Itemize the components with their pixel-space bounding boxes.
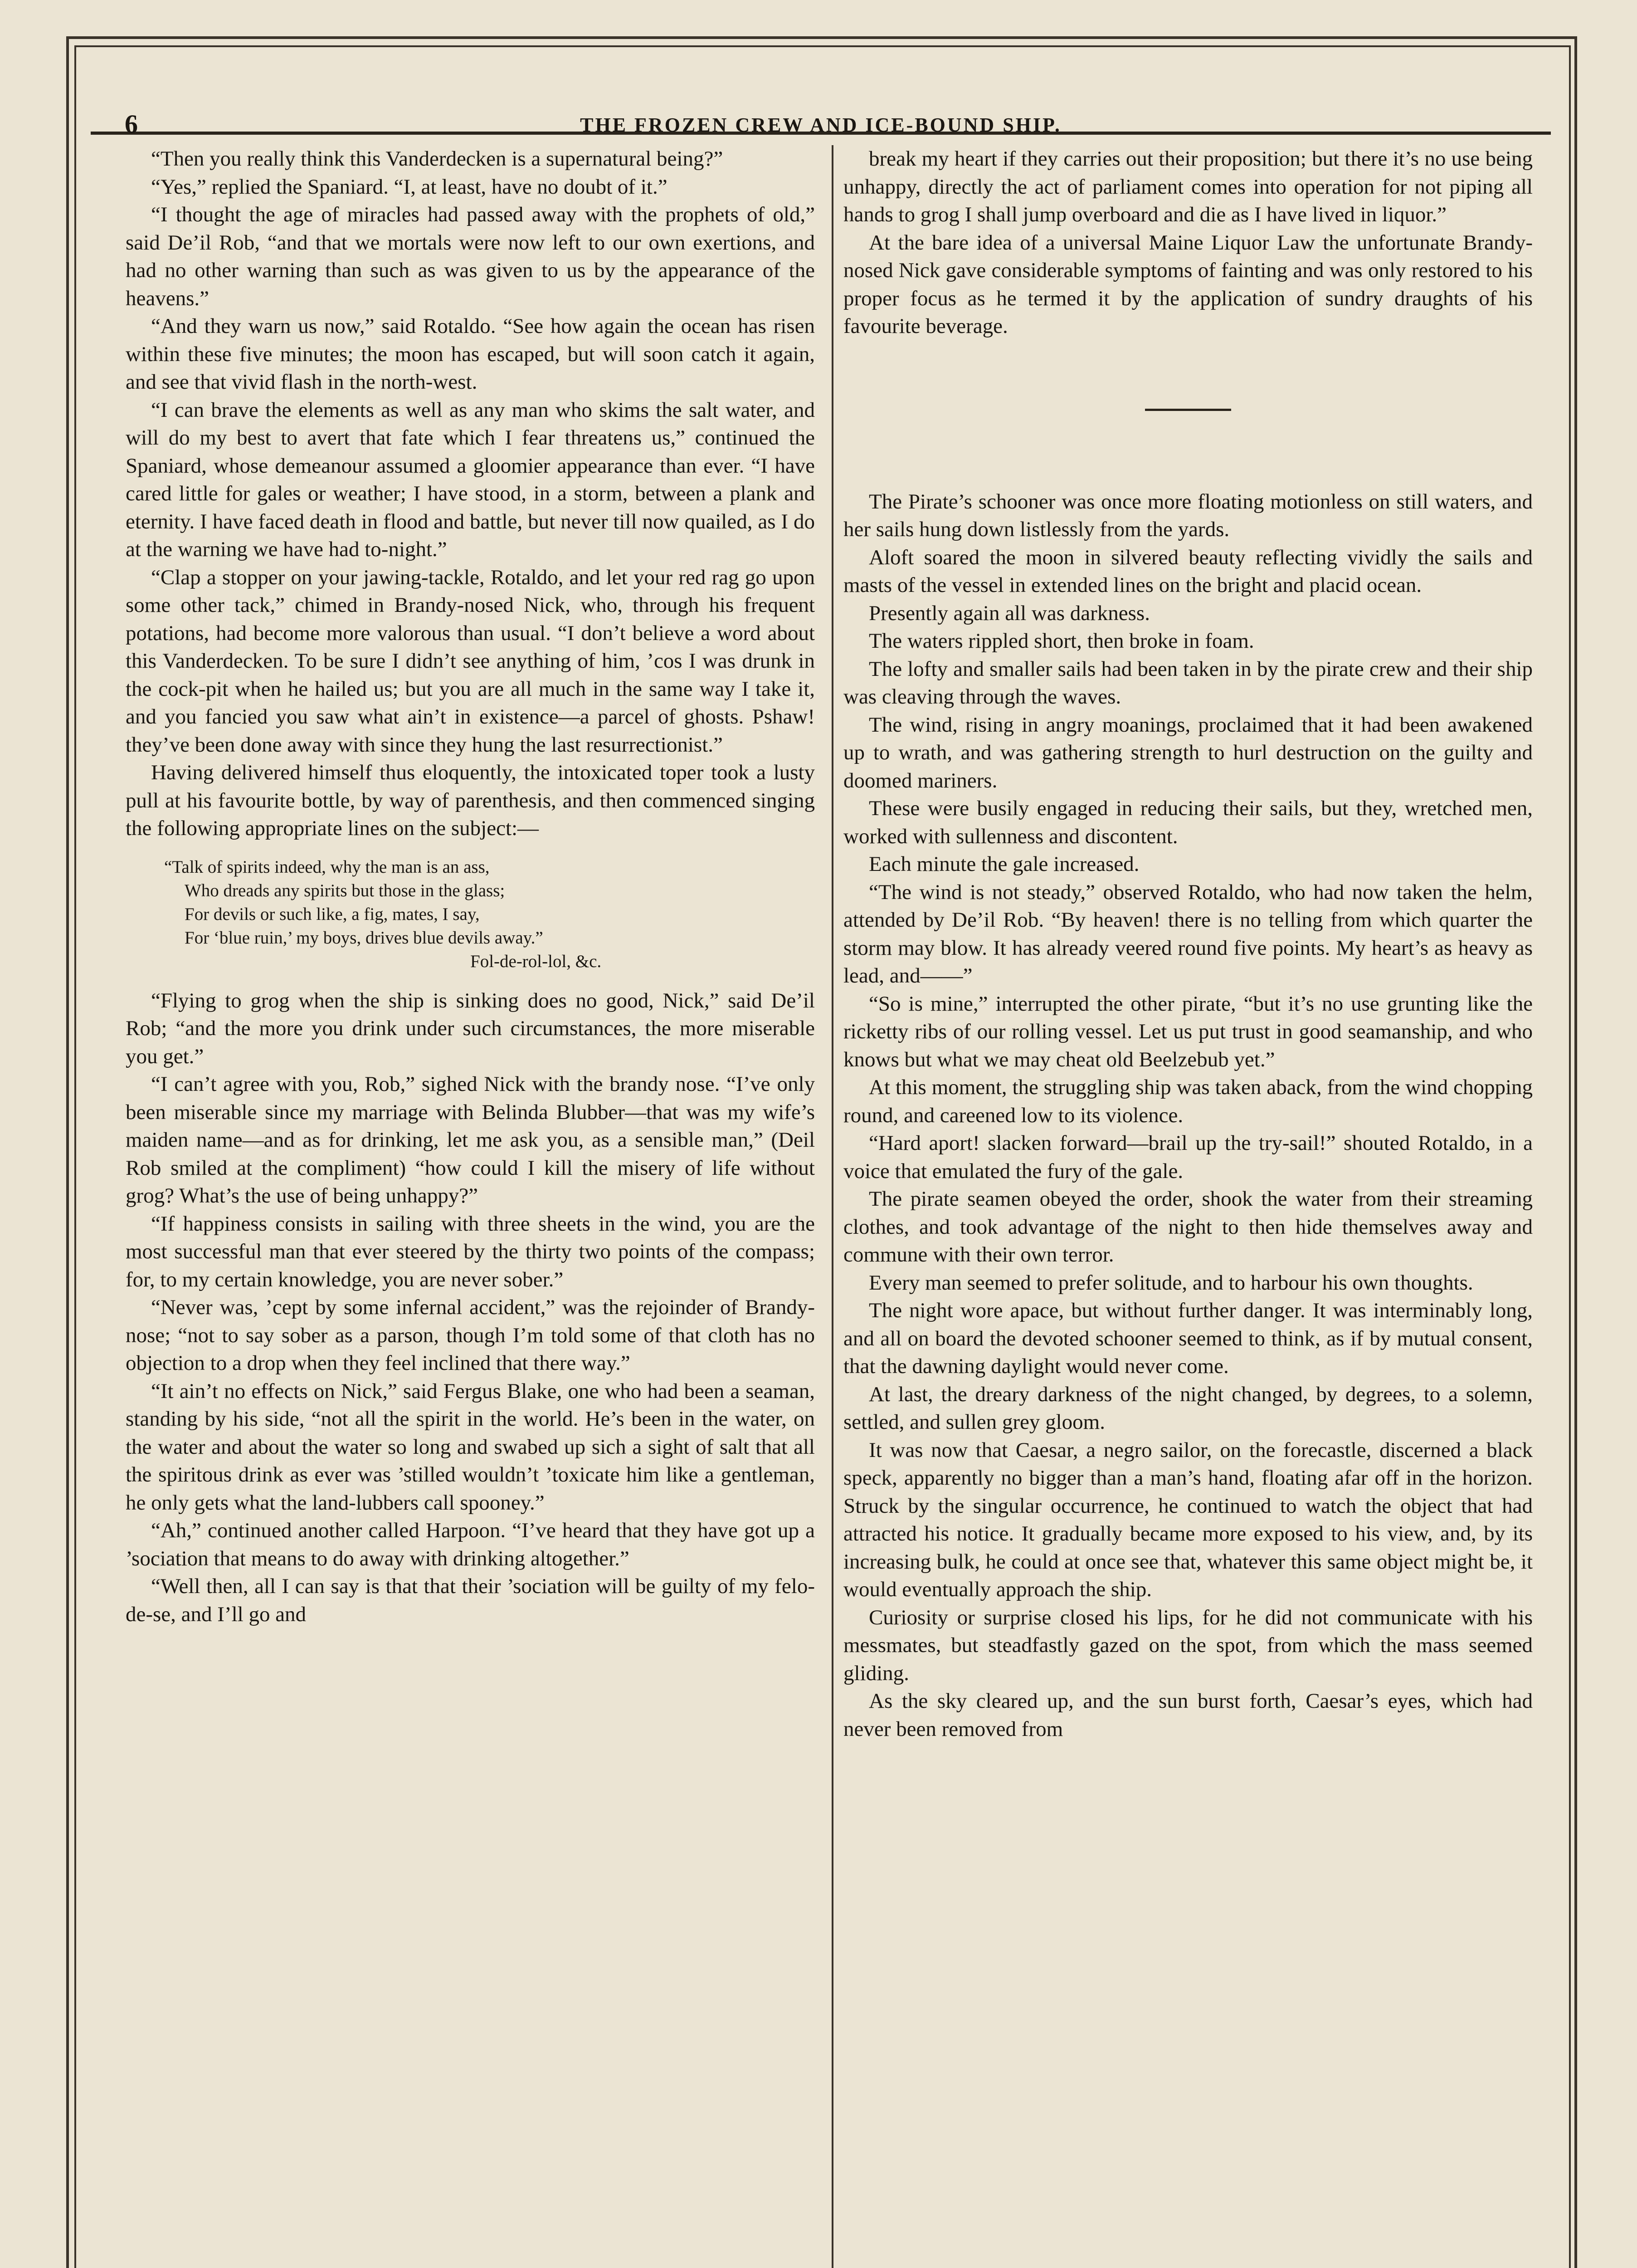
paragraph: The waters rippled short, then broke in foam. xyxy=(869,629,1254,653)
verse-refrain: Fol-de-rol-lol, &c. xyxy=(470,951,602,971)
paragraph: “Yes,” replied the Spaniard. “I, at least, have no doubt of it.” xyxy=(151,175,667,199)
page-number: 6 xyxy=(125,109,138,139)
paragraph: “Hard aport! slacken forward—brail up the try-sail!” shouted Rotaldo, in a voice that emulated the fury of the gale. xyxy=(843,1131,1533,1183)
paragraph: The night wore apace, but without further danger. It was interminably long, and all on board the devoted schooner seemed to think, as if by mutual consent, that the dawning daylight would never come. xyxy=(843,1299,1533,1378)
right-column xyxy=(843,145,1533,2268)
paragraph: “Then you really think this Vanderdecken is a supernatural being?” xyxy=(151,147,723,171)
column-divider xyxy=(832,145,833,2268)
paragraph: “I can brave the elements as well as any man who skims the salt water, and will do my best to avert that fate which I fear threatens us,” continued the Spaniard, whose demeanour assumed a gloomier appearance than ever. “I have cared little for gales or weather; I have stood, in a storm, between a plank and eternity. I have faced death in flood and battle, but never till now quailed, as I do at the warning we have had to-night.” xyxy=(126,398,815,561)
paragraph: “And they warn us now,” said Rotaldo. “See how again the ocean has risen within these five minutes; the moon has escaped, but will soon catch it again, and see that vivid flash in the north-west. xyxy=(126,314,815,394)
paragraph: “So is mine,” interrupted the other pirate, “but it’s no use grunting like the ricketty ribs of our rolling vessel. Let us put trust in good seamanship, and who knows but what we may cheat old Beelzebub yet.” xyxy=(843,992,1533,1071)
paragraph: break my heart if they carries out their proposition; but there it’s no use being unhappy, directly the act of parliament comes into operation for not piping all hands to grog I shall jump overboard and die as I have lived in liquor.” xyxy=(843,147,1533,226)
left-column xyxy=(126,145,815,2268)
verse-line: Who dreads any spirits but those in the glass; xyxy=(185,880,505,900)
paragraph: “Well then, all I can say is that that their ’sociation will be guilty of my felo-de-se, and I’ll go and xyxy=(126,1574,815,1626)
section-divider-rule xyxy=(1145,409,1231,411)
paragraph: Aloft soared the moon in silvered beauty reflecting vividly the sails and masts of the vessel in extended lines on the bright and placid ocean. xyxy=(843,545,1533,597)
paragraph: “Ah,” continued another called Harpoon. “I’ve heard that they have got up a ’sociation that means to do away with drinking altogether.” xyxy=(126,1519,815,1570)
page-header xyxy=(91,68,1551,139)
verse-line: For devils or such like, a fig, mates, I say, xyxy=(185,904,480,924)
paragraph: The lofty and smaller sails had been taken in by the pirate crew and their ship was cleaving through the waves. xyxy=(843,657,1533,709)
paragraph: “The wind is not steady,” observed Rotaldo, who had now taken the helm, attended by De’il Rob. “By heaven! there is no telling from which quarter the storm may blow. It has already veered round five points. My heart’s as heavy as lead, and——” xyxy=(843,880,1533,987)
paragraph: “Flying to grog when the ship is sinking does no good, Nick,” said De’il Rob; “and the more you drink under such circumstances, the more miserable you get.” xyxy=(126,988,815,1068)
verse-line: “Talk of spirits indeed, why the man is an ass, xyxy=(164,857,490,877)
paragraph: These were busily engaged in reducing their sails, but they, wretched men, worked with sullenness and discontent. xyxy=(843,797,1533,848)
paragraph: “Never was, ’cept by some infernal accident,” was the rejoinder of Brandy-nose; “not to say sober as a parson, though I’m told some of that cloth has no objection to a drop when they feel inclined that there way.” xyxy=(126,1295,815,1375)
paragraph: “If happiness consists in sailing with three sheets in the wind, you are the most successful man that ever steered by the thirty two points of the compass; for, to my certain knowledge, you are never sober.” xyxy=(126,1212,815,1291)
paragraph: The wind, rising in angry moanings, proclaimed that it had been awakened up to wrath, and was gathering strength to hurl destruction on the guilty and doomed mariners. xyxy=(843,713,1533,792)
paragraph: Presently again all was darkness. xyxy=(869,601,1150,625)
paragraph: At the bare idea of a universal Maine Liquor Law the unfortunate Brandy-nosed Nick gave considerable symptoms of fainting and was only restored to his proper focus as he termed it by the application of sundry draughts of his favourite beverage. xyxy=(843,230,1533,338)
paragraph: “I can’t agree with you, Rob,” sighed Nick with the brandy nose. “I’ve only been miserable since my marriage with Belinda Blubber—that was my wife’s maiden name—and as for drinking, let me ask you, as a sensible man,” (Deil Rob smiled at the compliment) “how could I kill the misery of life without grog? What’s the use of being unhappy?” xyxy=(126,1072,815,1207)
paragraph: At this moment, the struggling ship was taken aback, from the wind chopping round, and careened low to its violence. xyxy=(843,1075,1533,1127)
verse-line: For ‘blue ruin,’ my boys, drives blue devils away.” xyxy=(185,928,543,948)
paragraph: Curiosity or surprise closed his lips, for he did not communicate with his messmates, but steadfastly gazed on the spot, from which the mass seemed gliding. xyxy=(843,1605,1533,1685)
song-verse xyxy=(126,855,815,973)
paragraph: As the sky cleared up, and the sun burst forth, Caesar’s eyes, which had never been removed from xyxy=(843,1689,1533,1741)
paragraph: “Clap a stopper on your jawing-tackle, Rotaldo, and let your red rag go upon some other tack,” chimed in Brandy-nosed Nick, who, through his frequent potations, had become more valorous than usual. “I don’t believe a word about this Vanderdecken. To be sure I didn’t see anything of him, ’cos I was drunk in the cock-pit when he hailed us; but you are all much in the same way I take it, and you fancied you saw what ain’t in existence—a parcel of ghosts. Pshaw! they’ve been done away with since they hung the last resurrectionist.” xyxy=(126,565,815,757)
running-title: THE FROZEN CREW AND ICE-BOUND SHIP. xyxy=(580,114,1062,136)
paragraph: Having delivered himself thus eloquently, the intoxicated toper took a lusty pull at his favourite bottle, by way of parenthesis, and then commenced singing the following appropriate lines on the subject:— xyxy=(126,761,815,840)
paragraph: It was now that Caesar, a negro sailor, on the forecastle, discerned a black speck, apparently no bigger than a man’s hand, floating afar off in the horizon. Struck by the singular occurrence, he continued to watch the object that had attracted his notice. It gradually became more exposed to his view, and, by its increasing bulk, he could at once see that, whatever this same object might be, it would eventually approach the ship. xyxy=(843,1438,1533,1601)
paragraph: “I thought the age of miracles had passed away with the prophets of old,” said De’il Rob, “and that we mortals were now left to our own exertions, and had no other warning than such as was given to us by the appearance of the heavens.” xyxy=(126,203,815,310)
paragraph: Each minute the gale increased. xyxy=(869,852,1140,876)
paragraph: The Pirate’s schooner was once more floating motionless on still waters, and her sails hung down listlessly from the yards. xyxy=(843,489,1533,541)
paragraph: The pirate seamen obeyed the order, shook the water from their streaming clothes, and took advantage of the night to then hide themselves away and commune with their own terror. xyxy=(843,1187,1533,1266)
paragraph: “It ain’t no effects on Nick,” said Fergus Blake, one who had been a seaman, standing by his side, “not all the spirit in the world. He’s been in the water, on the water and about the water so long and swabed up sich a sight of salt that all the spiritous drink as ever was ’stilled wouldn’t ’toxicate him like a gentleman, he only gets what the land-lubbers call spooney.” xyxy=(126,1379,815,1515)
paragraph: Every man seemed to prefer solitude, and to harbour his own thoughts. xyxy=(869,1271,1473,1295)
paragraph: At last, the dreary darkness of the night changed, by degrees, to a solemn, settled, and sullen grey gloom. xyxy=(843,1382,1533,1434)
